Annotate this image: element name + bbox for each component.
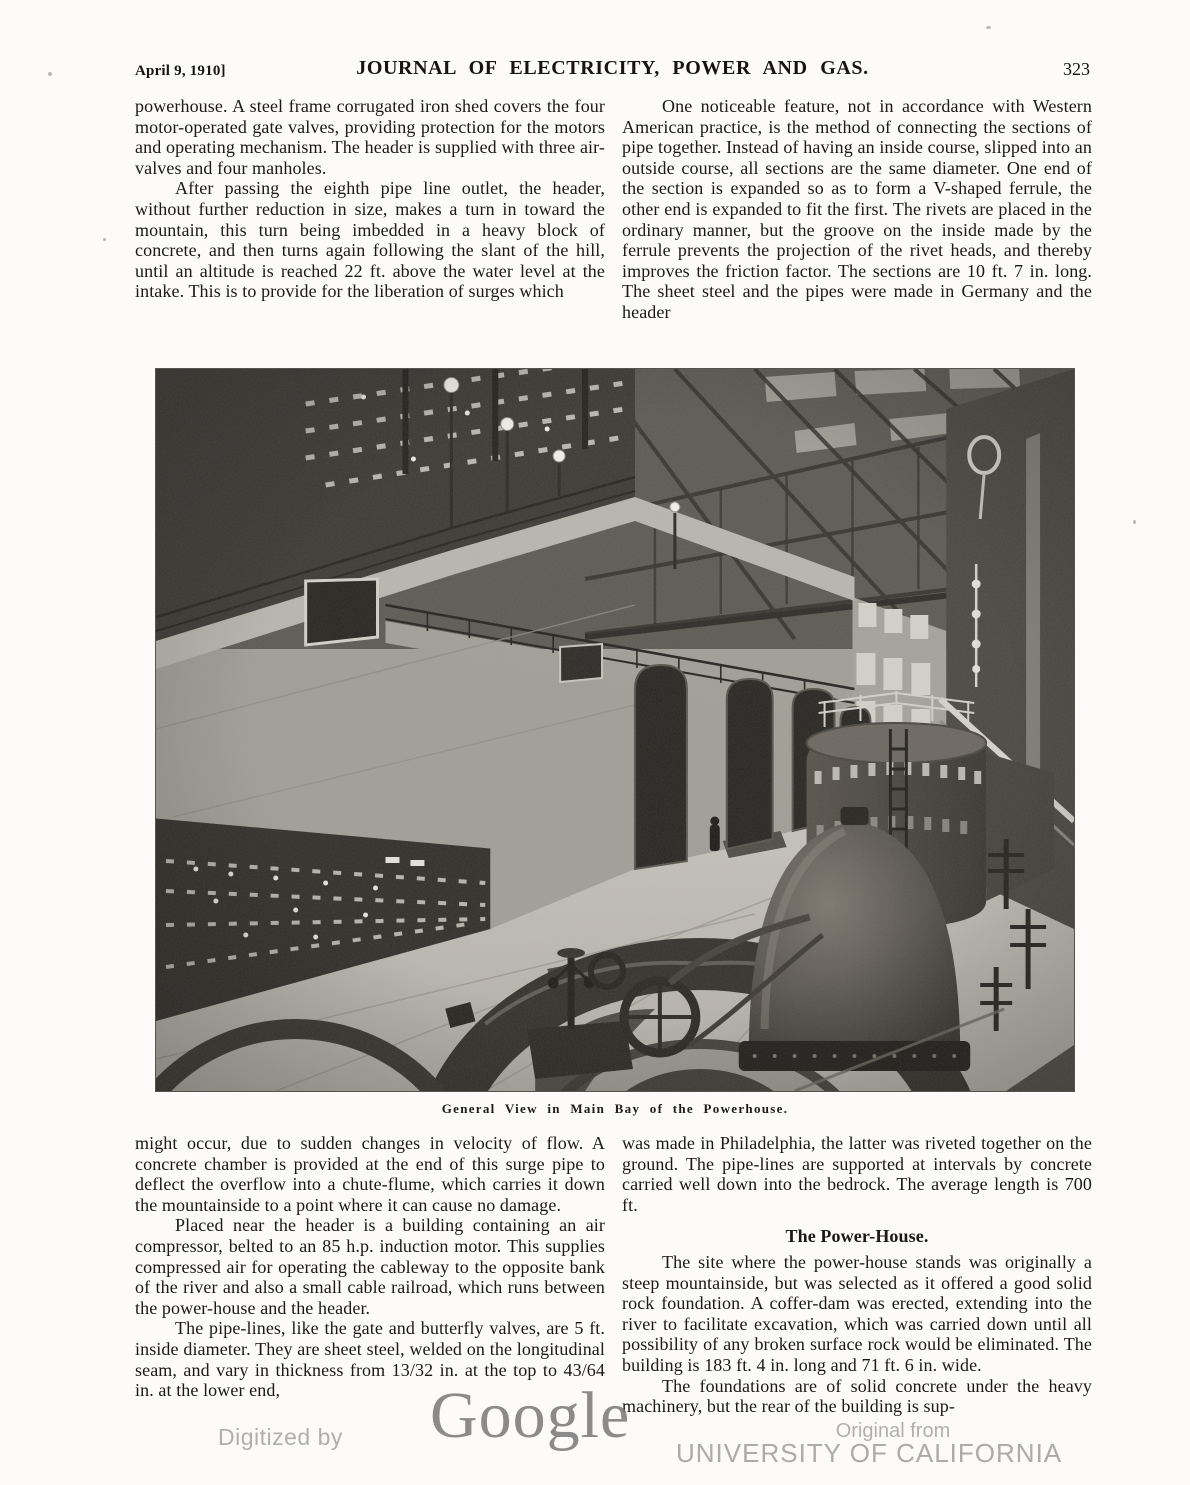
scan-speck bbox=[1133, 520, 1136, 524]
figure-caption: General View in Main Bay of the Powerhouse. bbox=[441, 1101, 789, 1116]
scan-speck bbox=[103, 238, 106, 241]
paragraph: might occur, due to sudden changes in velocity of flow. A concrete chamber is provided at the end of this surge pipe to deflect the overflow into a chute-flume, which carries it down the mountainside to a point where it can cause no damage. bbox=[135, 1133, 605, 1215]
original-from-watermark: Original from bbox=[835, 1420, 951, 1442]
top-left-column bbox=[135, 96, 605, 302]
journal-title: JOURNAL OF ELECTRICITY, POWER AND GAS. bbox=[356, 57, 869, 79]
paragraph: Placed near the header is a building containing an air compressor, belted to an 85 h.p. induction motor. This supplies compressed air for operating the cableway to the opposite bank of the river and also a small cable railroad, which runs between the power-house and the header. bbox=[135, 1215, 605, 1318]
bottom-left-column bbox=[135, 1133, 605, 1401]
digitized-by-watermark: Digitized by bbox=[218, 1424, 343, 1450]
paragraph: powerhouse. A steel frame corrugated iron shed covers the four motor-operated gate valves, providing protection for the motors and operating mechanism. The header is supplied with three air-valves and four manholes. bbox=[135, 96, 605, 178]
scan-speck bbox=[48, 72, 52, 76]
top-right-column bbox=[622, 96, 1092, 323]
google-watermark: Google bbox=[430, 1379, 631, 1452]
university-watermark: UNIVERSITY OF CALIFORNIA bbox=[676, 1438, 1063, 1468]
section-heading: The Power-House. bbox=[785, 1226, 929, 1247]
page-number: 323 bbox=[1063, 59, 1090, 79]
scan-speck bbox=[986, 26, 991, 29]
paragraph: The foundations are of solid concrete under the heavy machinery, but the rear of the building is sup- bbox=[622, 1375, 1092, 1417]
paragraph: One noticeable feature, not in accordance with Western American practice, is the method of connecting the sections of pipe together. Instead of having an inside course, slipped into an outside course, all sections are the same diameter. One end of the section is expanded so as to form a V-shaped ferrule, the other end is expanded to fit the first. The rivets are placed in the ordinary manner, but the groove on the inside made by the ferrule prevents the projection of the rivet heads, and thereby improves the friction factor. The sections are 10 ft. 7 in. long. The sheet steel and the pipes were made in Germany and the header bbox=[622, 96, 1092, 322]
paragraph: was made in Philadelphia, the latter was riveted together on the ground. The pipe-lines are supported at intervals by concrete carried well down into the bedrock. The average length is 700 ft. bbox=[622, 1133, 1092, 1215]
paragraph: The pipe-lines, like the gate and butterfly valves, are 5 ft. inside diameter. They are sheet steel, welded on the longitudinal seam, and vary in thickness from 13/32 in. at the top to 43/64 in. at the lower end, bbox=[135, 1318, 605, 1401]
bottom-right-column bbox=[622, 1133, 1092, 1417]
issue-date: April 9, 1910] bbox=[135, 63, 226, 79]
page-header bbox=[135, 57, 1090, 83]
paragraph: The site where the power-house stands was originally a steep mountainside, but was selected as it offered a good solid rock foundation. A coffer-dam was erected, extending into the river to facilitate excavation, which was carried down until all possibility of any broken surface rock would be eliminated. The building is 183 ft. 4 in. long and 71 ft. 6 in. wide. bbox=[622, 1251, 1092, 1375]
powerhouse-photo bbox=[155, 368, 1075, 1092]
paragraph: After passing the eighth pipe line outlet, the header, without further reduction in size, makes a turn in toward the mountain, this turn being imbedded in a heavy block of concrete, and then turns again following the slant of the hill, until an altitude is reached 22 ft. above the water level at the intake. This is to provide for the liberation of surges which bbox=[135, 178, 605, 302]
